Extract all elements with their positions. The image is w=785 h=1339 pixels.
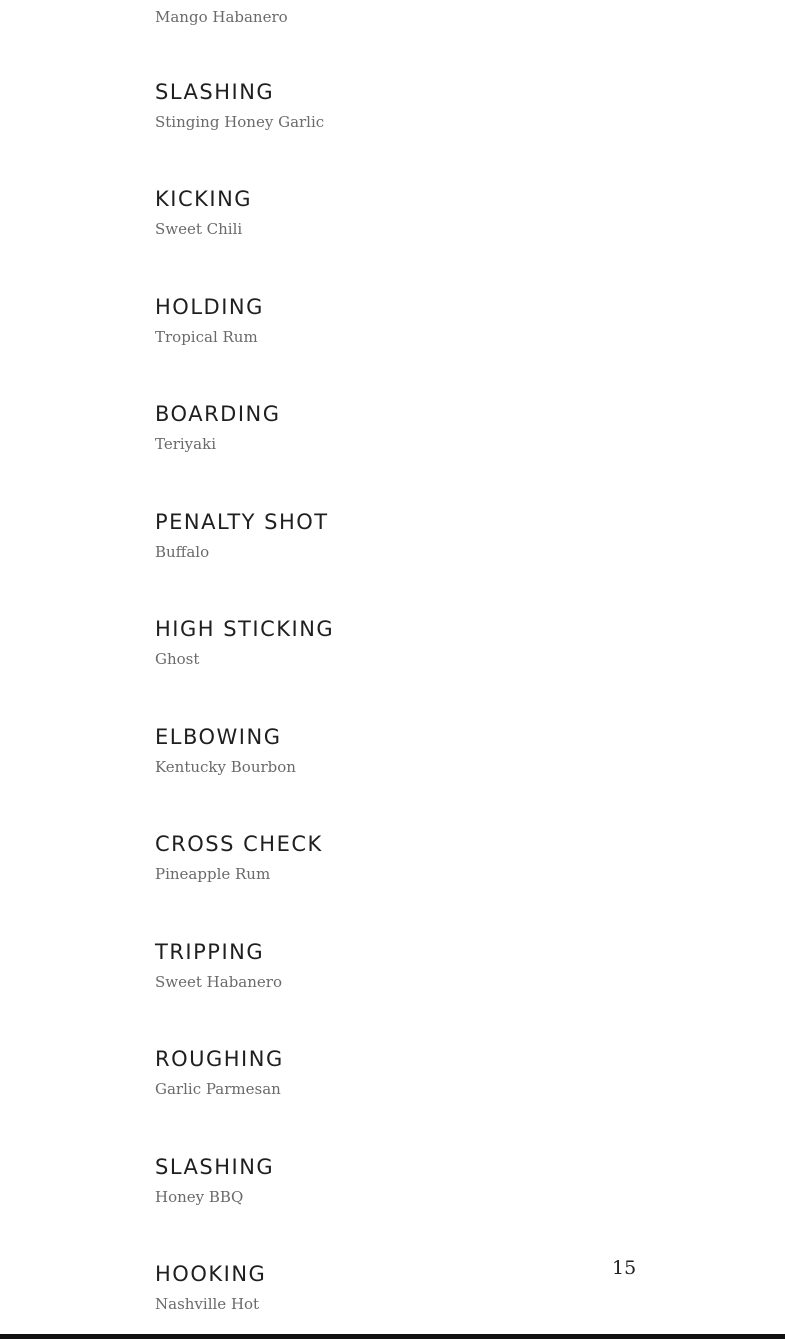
- menu-item-sauce: Sweet Chili: [155, 220, 243, 238]
- menu-item: [155, 832, 323, 884]
- menu-item-name: ROUGHING: [155, 1047, 284, 1071]
- menu-item-name: TRIPPING: [155, 940, 265, 964]
- menu-item: [155, 940, 282, 992]
- menu-item-sauce: Sweet Habanero: [155, 973, 282, 991]
- menu-item: [155, 510, 329, 562]
- menu-item-name: SLASHING: [155, 1155, 275, 1179]
- menu-item-sauce: Stinging Honey Garlic: [155, 113, 325, 131]
- menu-item: [155, 725, 296, 777]
- menu-item-sauce: Tropical Rum: [155, 328, 258, 346]
- menu-item: [155, 1155, 274, 1207]
- menu-item-sauce: Honey BBQ: [155, 1188, 244, 1206]
- menu-item-name: HIGH STICKING: [155, 617, 335, 641]
- bottom-divider: [0, 1334, 785, 1339]
- menu-item: [155, 1262, 266, 1314]
- menu-item-sauce: Mango Habanero: [155, 8, 288, 26]
- menu-item-sauce: Kentucky Bourbon: [155, 758, 296, 776]
- menu-item-sauce: Ghost: [155, 650, 200, 668]
- menu-item-sauce: Nashville Hot: [155, 1295, 260, 1313]
- menu-item-sauce: Teriyaki: [155, 435, 216, 453]
- menu-item-name: CROSS CHECK: [155, 832, 323, 856]
- menu-item-name: HOOKING: [155, 1262, 267, 1286]
- menu-item: [155, 187, 252, 239]
- menu-item-name: BOARDING: [155, 402, 281, 426]
- menu-item-name: HOLDING: [155, 295, 264, 319]
- menu-item-name: SLASHING: [155, 80, 275, 104]
- menu-item: [155, 617, 334, 669]
- menu-item-name: KICKING: [155, 187, 253, 211]
- menu-item-sauce: Buffalo: [155, 543, 210, 561]
- menu-item: [155, 80, 324, 132]
- menu-item: [155, 402, 281, 454]
- menu-item-name: PENALTY SHOT: [155, 510, 329, 534]
- menu-item: [155, 1047, 284, 1099]
- menu-item-partial: [155, 7, 288, 27]
- menu-item-sauce: Pineapple Rum: [155, 865, 271, 883]
- menu-item-name: ELBOWING: [155, 725, 282, 749]
- page-number: 15: [612, 1257, 637, 1279]
- menu-item: [155, 295, 264, 347]
- menu-item-sauce: Garlic Parmesan: [155, 1080, 281, 1098]
